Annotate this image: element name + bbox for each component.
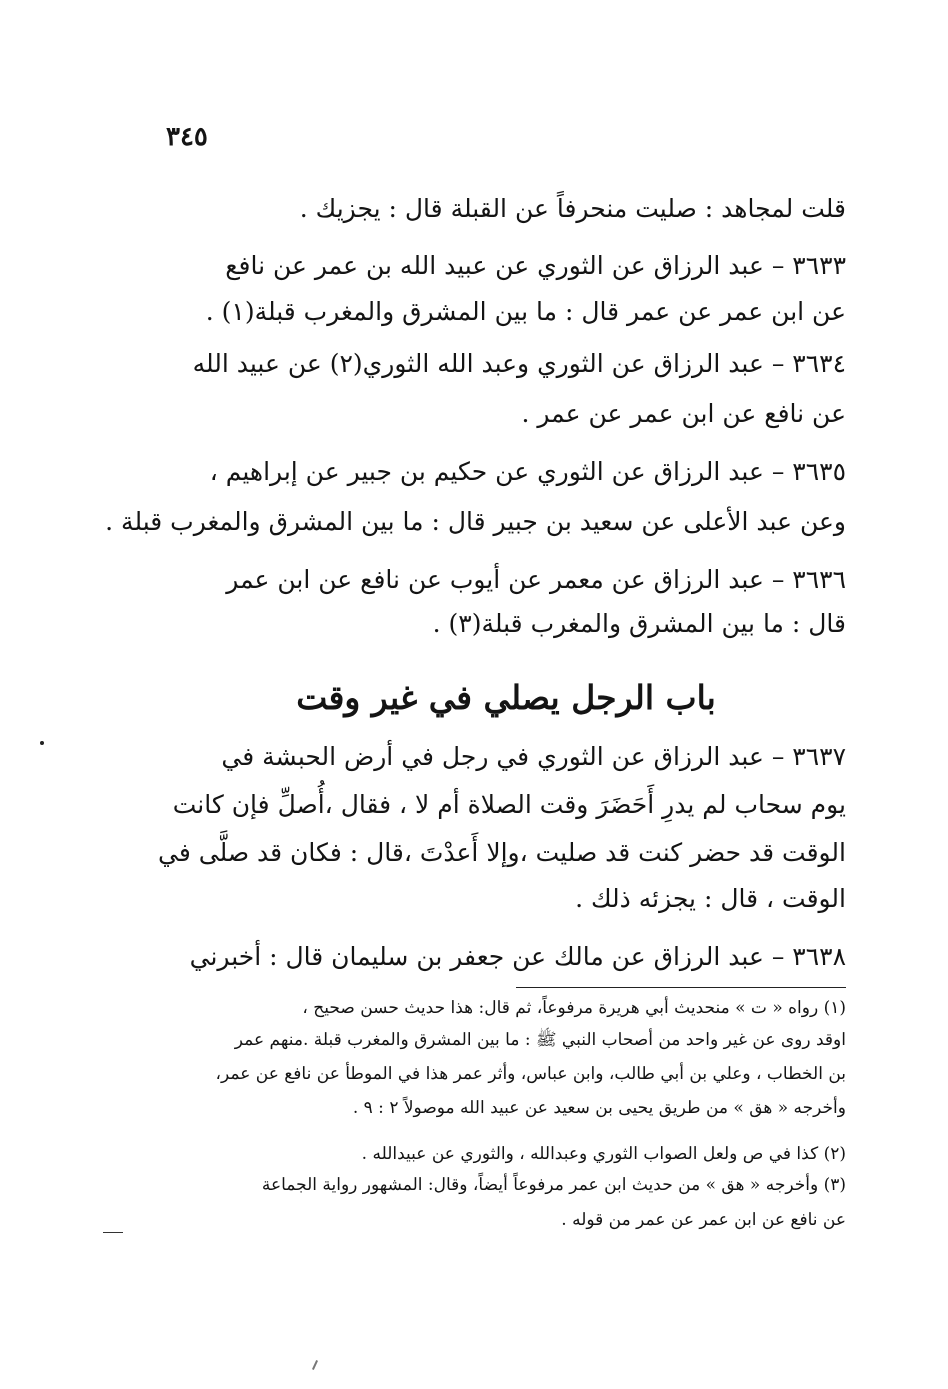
hadith-3634-line-1: ٣٦٣٤ – عبد الرزاق عن الثوري وعبد الله الثوري(٢) عن عبيد الله (192, 349, 846, 378)
text-line: قلت لمجاهد : صليت منحرفاً عن القبلة قال : يجزيك . (299, 194, 846, 223)
scan-mark (103, 1232, 123, 1233)
footnote-line: عن نافع عن ابن عمر عن عمر من قوله . (561, 1210, 846, 1230)
hadith-3637-line-3: الوقت قد حضر كنت قد صليت ،وإلا أَعدْتَ ،قال : فكان قد صلَّى في (158, 838, 846, 867)
footnote-separator (516, 987, 846, 988)
footnote-line: اوقد روى عن غير واحد من أصحاب النبي ﷺ : ما بين المشرق والمغرب قبلة .منهم عمر (234, 1030, 846, 1050)
hadith-3636-line-1: ٣٦٣٦ – عبد الرزاق عن معمر عن أيوب عن نافع عن ابن عمر (226, 565, 846, 594)
page-number: ٣٤٥ (166, 122, 208, 152)
hadith-3635-line-1: ٣٦٣٥ – عبد الرزاق عن الثوري عن حكيم بن جبير عن إبراهيم ، (209, 457, 846, 486)
hadith-3637-line-1: ٣٦٣٧ – عبد الرزاق عن الثوري في رجل في أرض الحبشة في (221, 742, 846, 771)
footnote-line: (٢) كذا في ص ولعل الصواب الثوري وعبدالله ، والثوري عن عبيدالله . (361, 1144, 846, 1164)
scan-mark (40, 741, 44, 745)
hadith-3636-line-2: قال : ما بين المشرق والمغرب قبلة(٣) . (432, 609, 846, 638)
hadith-3635-line-2: وعن عبد الأعلى عن سعيد بن جبير قال : ما بين المشرق والمغرب قبلة . (105, 507, 846, 536)
footnote-line: (٣) وأخرجه « هق » من حديث ابن عمر مرفوعاً أيضاً، وقال: المشهور رواية الجماعة (261, 1175, 846, 1195)
hadith-3633-line-2: عن ابن عمر عن عمر قال : ما بين المشرق والمغرب قبلة(١) . (205, 297, 846, 326)
scan-mark (312, 1360, 318, 1370)
hadith-3633-line-1: ٣٦٣٣ – عبد الرزاق عن الثوري عن عبيد الله بن عمر عن نافع (225, 251, 846, 280)
hadith-3634-line-2: عن نافع عن ابن عمر عن عمر . (521, 399, 846, 428)
footnote-line: وأخرجه « هق » من طريق يحيى بن سعيد عن عبيد الله موصولاً ٢ : ٩ . (352, 1098, 846, 1118)
footnote-line: (١) رواه « ت » منحديث أبي هريرة مرفوعاً، ثم قال: هذا حديث حسن صحيح ، (302, 998, 846, 1018)
hadith-3638-line-1: ٣٦٣٨ – عبد الرزاق عن مالك عن جعفر بن سليمان قال : أخبرني (189, 942, 846, 971)
chapter-heading: باب الرجل يصلي في غير وقت (296, 678, 716, 717)
footnote-line: بن الخطاب ، وعلي بن أبي طالب، وابن عباس، وأثر عمر هذا في الموطأ عن نافع عن عمر، (215, 1064, 846, 1084)
hadith-3637-line-2: يوم سحاب لم يدرِ أَحَضَرَ وقت الصلاة أم لا ، فقال ،أُصلِّ فإن كانت (172, 790, 846, 819)
hadith-3637-line-4: الوقت ، قال : يجزئه ذلك . (575, 884, 846, 913)
